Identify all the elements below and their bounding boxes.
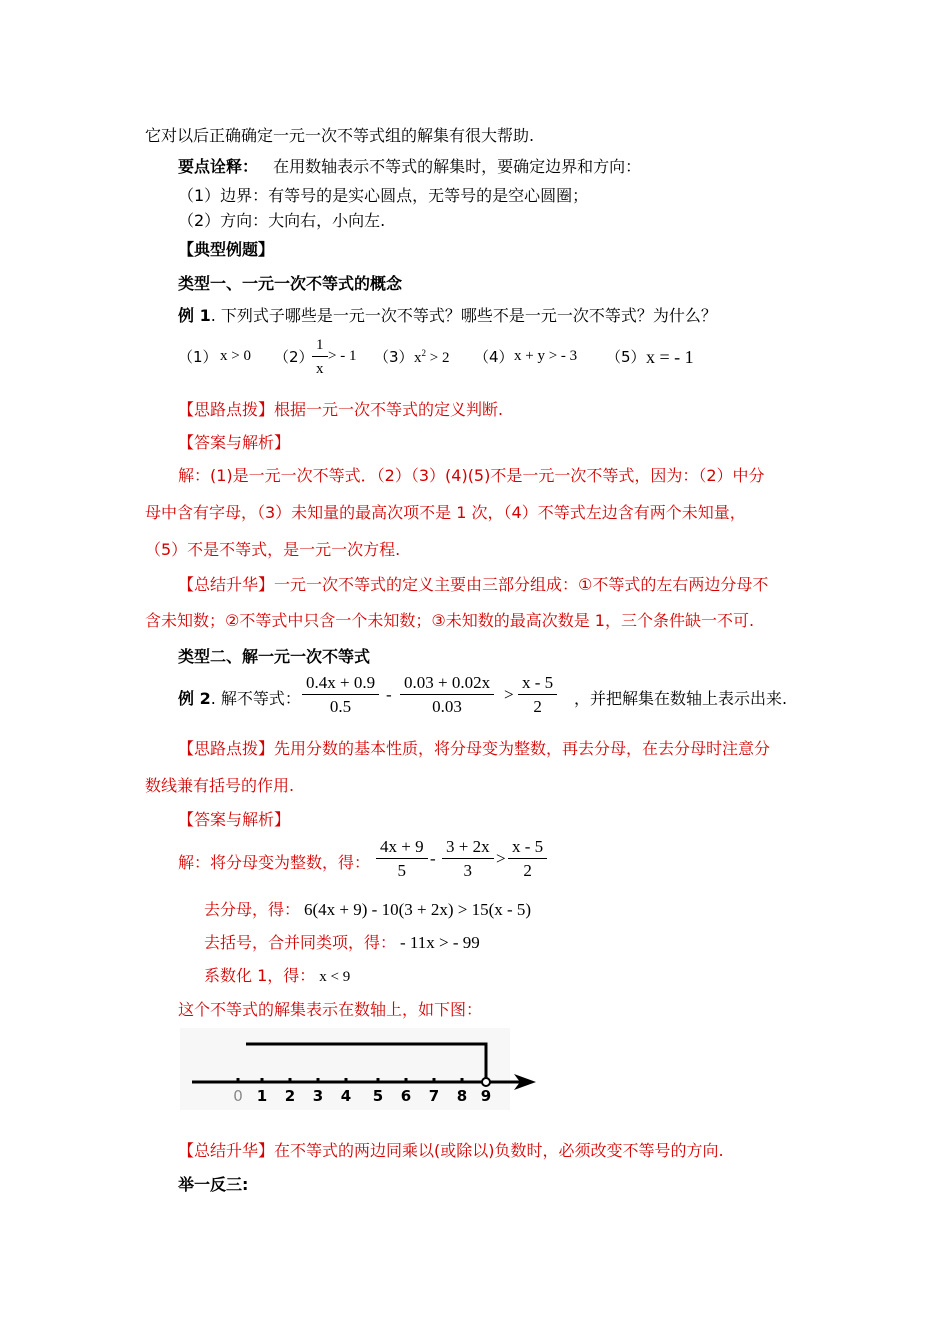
type1-item-2-denominator: x <box>316 361 324 377</box>
type1-item-3-base: x <box>414 350 422 366</box>
tick-label-2: 2 <box>284 1087 296 1105</box>
type2-step-1-frac-3-den: 2 <box>523 861 532 880</box>
type2-frac-1 <box>302 674 379 716</box>
type2-hint <box>178 736 770 759</box>
type2-frac-2 <box>400 674 494 716</box>
type2-step-1-frac-2-num: 3 + 2x <box>442 838 494 859</box>
type1-item-1-num: （1） <box>178 348 218 366</box>
type2-step-1-frac-1-den: 5 <box>397 861 407 880</box>
type2-summary <box>178 1138 724 1161</box>
type2-summary-text: 在不等式的两边同乘以(或除以)负数时，必须改变不等号的方向. <box>274 1141 724 1160</box>
type1-summary-line-2: 含未知数；②不等式中只含一个未知数；③未知数的最高次数是 1，三个条件缺一不可. <box>145 611 755 630</box>
type2-gt: > <box>504 685 514 704</box>
type2-answer-label: 【答案与解析】 <box>178 810 291 829</box>
type2-frac-3 <box>518 674 557 716</box>
type2-frac-1-den: 0.5 <box>329 697 352 716</box>
type1-item-5-num: （5） <box>606 348 646 366</box>
keypoint-label: 要点诠释： <box>178 157 259 176</box>
type2-step-2-text: 去分母，得： <box>204 900 301 919</box>
type2-frac-1-num: 0.4x + 0.9 <box>302 674 379 695</box>
tick-label-5: 5 <box>372 1087 384 1105</box>
type1-example <box>178 303 717 326</box>
section-title: 【典型例题】 <box>178 240 275 259</box>
type1-hint-label: 【思路点拨】 <box>178 400 275 419</box>
keypoint-line <box>178 154 641 177</box>
type2-step-1-text: 解：将分母变为整数，得： <box>178 853 371 872</box>
type2-frac-3-den: 2 <box>533 697 542 716</box>
type2-step-1-frac-1 <box>376 838 428 880</box>
type1-example-label: 例 1 <box>178 306 211 325</box>
type1-hint-text: 根据一元一次不等式的定义判断. <box>274 400 504 419</box>
type2-step-3-expr: - 11x > - 99 <box>400 933 480 952</box>
type2-step-1-frac-1-num: 4x + 9 <box>376 838 428 859</box>
open-circle-boundary <box>482 1078 490 1086</box>
tick-label-0: 0 <box>233 1087 243 1105</box>
tick-label-1: 1 <box>256 1087 268 1105</box>
type1-answer-line-3: （5）不是不等式，是一元一次方程. <box>145 540 401 559</box>
keypoint-text: 在用数轴表示不等式的解集时，要确定边界和方向： <box>273 157 642 176</box>
intro-text: 它对以后正确确定一元一次不等式组的解集有很大帮助. <box>145 126 535 145</box>
type1-item-3-rest: > 2 <box>426 350 450 366</box>
type1-item-3-expr <box>414 348 449 367</box>
tick-label-3: 3 <box>312 1087 324 1105</box>
type1-answer-line-2: 母中含有字母，（3）未知量的最高次项不是 1 次，（4）不等式左边含有两个未知量， <box>145 503 746 522</box>
type2-example-suffix: ，并把解集在数轴上表示出来. <box>574 689 788 708</box>
type1-summary <box>178 572 768 595</box>
type2-step-1-frac-3-num: x - 5 <box>508 838 547 859</box>
type1-hint <box>178 397 503 420</box>
type2-step-1-gt: > <box>496 849 506 868</box>
type2-numberline-text: 这个不等式的解集表示在数轴上，如下图： <box>178 1000 483 1019</box>
tick-label-6: 6 <box>400 1087 412 1105</box>
type2-hint-label: 【思路点拨】 <box>178 739 275 758</box>
type1-item-2-num: （2） <box>274 348 314 366</box>
type2-step-4-expr: x < 9 <box>319 969 351 985</box>
type2-example-prefix: . 解不等式： <box>210 689 301 708</box>
type2-step-4-text: 系数化 1，得： <box>204 966 316 985</box>
type2-frac-2-num: 0.03 + 0.02x <box>400 674 494 695</box>
number-line <box>180 1028 560 1112</box>
tick-label-7: 7 <box>428 1087 440 1105</box>
type1-summary-line-1: 一元一次不等式的定义主要由三部分组成：①不等式的左右两边分母不 <box>274 575 769 594</box>
type2-example-label: 例 2 <box>178 689 211 708</box>
type1-item-3-sup: 2 <box>421 348 426 358</box>
type2-example-intro <box>178 686 301 709</box>
type1-item-5-expr: x = - 1 <box>646 347 694 367</box>
type1-answer-line-1: 解：(1)是一元一次不等式．（2）（3）(4)(5)不是一元一次不等式，因为：（2）中分 <box>178 466 765 485</box>
type2-frac-3-num: x - 5 <box>518 674 557 695</box>
type1-title: 类型一、一元一次不等式的概念 <box>178 274 403 293</box>
type1-item-2-fraction <box>312 336 328 378</box>
type2-step-3 <box>204 930 480 953</box>
type1-answer-label: 【答案与解析】 <box>178 433 291 452</box>
practice-label: 举一反三: <box>178 1175 249 1194</box>
tick-label-4: 4 <box>340 1087 352 1105</box>
type1-example-text: . 下列式子哪些是一元一次不等式？哪些不是一元一次不等式？为什么？ <box>210 306 717 325</box>
keypoint-item-2: （2）方向：大向右，小向左. <box>178 211 386 230</box>
type2-step-4 <box>204 963 350 986</box>
type1-summary-label: 【总结升华】 <box>178 575 275 594</box>
type2-step-1-frac-2 <box>442 838 494 880</box>
type2-hint-line-2: 数线兼有括号的作用. <box>145 776 295 795</box>
type1-item-1-expr: x > 0 <box>220 348 251 364</box>
keypoint-item-1: （1）边界：有等号的是实心圆点，无等号的是空心圆圈； <box>178 186 589 205</box>
tick-label-8: 8 <box>456 1087 468 1105</box>
type2-hint-line-1: 先用分数的基本性质，将分母变为整数，再去分母，在去分母时注意分 <box>274 739 771 758</box>
type1-item-4-num: （4） <box>474 348 514 366</box>
type1-item-3-num: （3） <box>374 348 414 366</box>
type2-step-2-expr: 6(4x + 9) - 10(3 + 2x) > 15(x - 5) <box>304 900 532 919</box>
type1-item-2-rest: > - 1 <box>328 348 357 364</box>
type2-step-3-text: 去括号，合并同类项，得： <box>204 933 397 952</box>
type2-step-1-minus: - <box>430 849 436 868</box>
type1-item-4-expr: x + y > - 3 <box>514 348 578 364</box>
tick-label-9: 9 <box>480 1087 492 1105</box>
type2-step-1-frac-3 <box>508 838 547 880</box>
type1-item-2-numerator: 1 <box>312 336 328 357</box>
type2-title: 类型二、解一元一次不等式 <box>178 647 371 666</box>
type2-frac-2-den: 0.03 <box>432 697 462 716</box>
type2-minus: - <box>386 685 392 704</box>
type2-step-2 <box>204 897 531 920</box>
type2-step-1-frac-2-den: 3 <box>463 861 473 880</box>
type2-summary-label: 【总结升华】 <box>178 1141 275 1160</box>
